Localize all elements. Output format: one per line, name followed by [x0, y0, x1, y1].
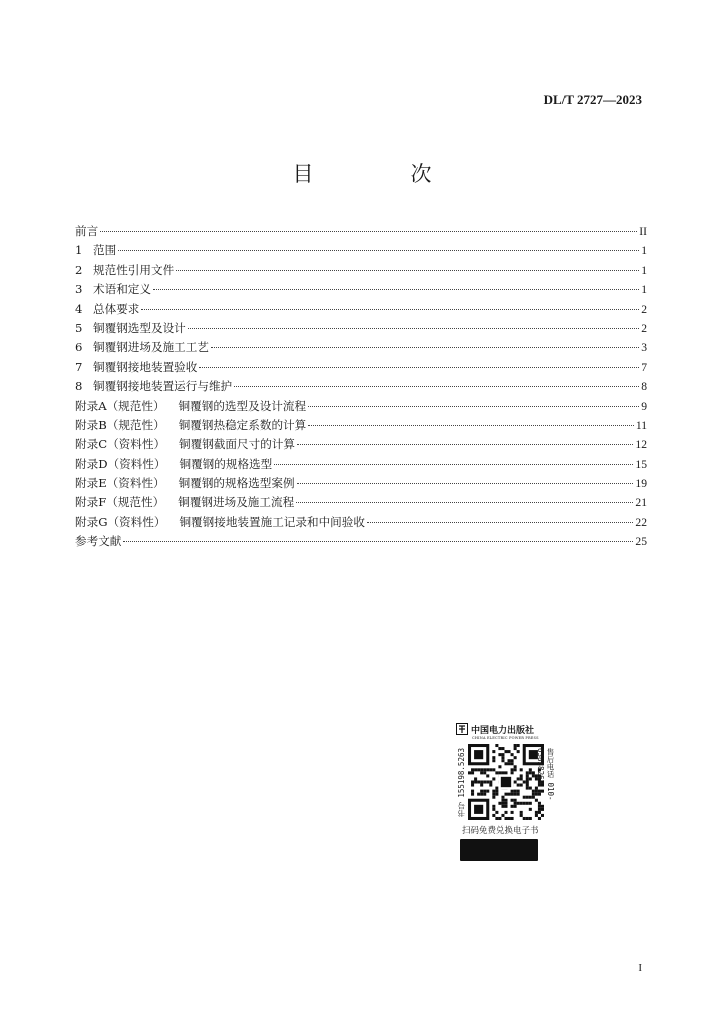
publisher-name: 中国电力出版社	[471, 725, 535, 736]
toc-entry-title: 铜覆钢进场及施工流程	[178, 495, 295, 510]
toc-entry-number: 8	[75, 379, 83, 394]
toc-entry-page: 12	[635, 438, 647, 452]
publisher-name-en: CHINA ELECTRIC POWER PRESS	[472, 736, 539, 740]
dot-leader	[308, 425, 634, 426]
toc-entry-classification: （资料性）	[107, 514, 166, 529]
page-number: I	[638, 962, 642, 974]
toc-entry-page: 3	[641, 341, 647, 355]
toc-entry-title: 铜覆钢接地装置运行与维护	[93, 379, 233, 394]
toc-entry[interactable]	[75, 416, 647, 435]
toc-entry[interactable]	[75, 377, 647, 396]
toc-entry-page: 15	[635, 457, 647, 471]
toc-entry-number: 附录D	[75, 456, 108, 471]
toc-entry-title: 铜覆钢选型及设计	[93, 320, 186, 335]
toc-entry[interactable]	[75, 261, 647, 280]
toc-entry-page: 21	[635, 496, 647, 510]
toc-entry-page: 2	[641, 321, 647, 335]
toc-entry-page: 1	[641, 263, 647, 277]
dot-leader	[296, 502, 633, 503]
standard-code: DL/T 2727—2023	[543, 92, 642, 107]
toc-entry-number: 3	[75, 282, 83, 297]
toc-entry-title: 铜覆钢进场及施工工艺	[93, 340, 209, 355]
redaction-bar	[460, 839, 538, 861]
toc-entry[interactable]	[75, 474, 647, 493]
dot-leader	[297, 444, 633, 445]
toc-entry-title: 规范性引用文件	[93, 262, 175, 277]
toc-entry-title: 铜覆钢的规格选型	[179, 456, 273, 471]
toc-entry-title: 术语和定义	[93, 282, 151, 297]
toc-entry-number: 7	[75, 359, 83, 374]
toc-entry-page: 11	[635, 418, 647, 432]
dot-leader	[123, 541, 633, 542]
dot-leader	[153, 289, 639, 290]
toc-entry-number: 附录G	[75, 514, 108, 529]
toc-entry-title: 铜覆钢热稳定系数的计算	[178, 417, 307, 432]
toc-entry[interactable]	[75, 280, 647, 299]
toc-entry-page: 2	[641, 302, 647, 316]
toc-entry-title: 参考文献	[75, 534, 122, 549]
toc-entry-title: 范围	[93, 243, 117, 258]
toc-entry[interactable]	[75, 513, 647, 532]
toc-entry-number: 附录F	[75, 495, 107, 510]
toc-entry-classification: （资料性）	[106, 476, 165, 491]
toc-entry-page: 8	[641, 380, 647, 394]
toc-entry-number: 附录B	[75, 417, 107, 432]
toc-entry[interactable]	[75, 435, 647, 454]
publisher-emblem-icon	[456, 723, 468, 735]
toc-entry[interactable]	[75, 319, 647, 338]
toc-entry-number: 附录E	[75, 476, 107, 491]
toc-entry-classification: （规范性）	[106, 417, 165, 432]
toc-entry-page: 7	[641, 360, 647, 374]
toc-entry[interactable]	[75, 455, 647, 474]
toc-entry-classification: （规范性）	[106, 495, 165, 510]
toc-entry[interactable]	[75, 493, 647, 512]
toc-entry-title: 铜覆钢的选型及设计流程	[178, 398, 307, 413]
toc-entry-title: 铜覆钢截面尺寸的计算	[179, 437, 295, 452]
dot-leader	[308, 406, 639, 407]
toc-entry[interactable]	[75, 222, 647, 241]
dot-leader	[100, 231, 637, 232]
toc-entry-page: II	[639, 225, 647, 238]
dot-leader	[141, 309, 639, 310]
page-title: 目 次	[292, 162, 470, 186]
toc-entry[interactable]	[75, 397, 647, 416]
dot-leader	[297, 483, 634, 484]
toc-entry-number: 5	[75, 320, 83, 335]
toc-entry-page: 19	[635, 477, 647, 491]
toc-entry-title: 铜覆钢接地装置验收	[93, 359, 198, 374]
qr-area	[456, 742, 556, 822]
toc-entry-number: 2	[75, 262, 83, 277]
table-of-contents	[75, 222, 647, 552]
dot-leader	[176, 270, 639, 271]
toc-entry-number: 附录C	[75, 437, 108, 452]
toc-entry-number: 1	[75, 243, 83, 258]
toc-entry-page: 25	[635, 535, 647, 549]
dot-leader	[188, 328, 639, 329]
dot-leader	[199, 367, 639, 368]
service-phone-text: 售后电话 010-63838263	[536, 748, 555, 801]
dot-leader	[118, 250, 639, 251]
promo-block	[456, 720, 556, 861]
toc-entry[interactable]	[75, 532, 647, 551]
toc-entry[interactable]	[75, 338, 647, 357]
toc-entry-title: 铜覆钢接地装置施工记录和中间验收	[179, 514, 365, 529]
toc-entry-classification: （资料性）	[107, 437, 166, 452]
toc-entry[interactable]	[75, 241, 647, 260]
dot-leader	[234, 386, 639, 387]
dot-leader	[367, 522, 633, 523]
toc-entry-page: 22	[635, 515, 647, 529]
dot-leader	[211, 347, 639, 348]
toc-entry-number: 4	[75, 301, 83, 316]
toc-entry-number: 附录A	[75, 398, 107, 413]
toc-entry-classification: （资料性）	[107, 456, 166, 471]
toc-entry[interactable]	[75, 300, 647, 319]
toc-entry[interactable]	[75, 358, 647, 377]
toc-entry-page: 9	[641, 399, 647, 413]
toc-entry-number: 6	[75, 340, 83, 355]
qr-code-icon[interactable]	[468, 744, 544, 820]
toc-entry-page: 1	[641, 244, 647, 258]
toc-entry-classification: （规范性）	[106, 398, 165, 413]
toc-entry-page: 1	[641, 283, 647, 297]
isbn-text: 书号 155198.5263	[457, 748, 466, 818]
toc-entry-title: 铜覆钢的规格选型案例	[178, 476, 295, 491]
toc-entry-title: 总体要求	[93, 301, 140, 316]
dot-leader	[274, 464, 633, 465]
scan-caption: 扫码免费兑换电子书	[462, 826, 539, 836]
toc-entry-title: 前言	[75, 224, 99, 238]
